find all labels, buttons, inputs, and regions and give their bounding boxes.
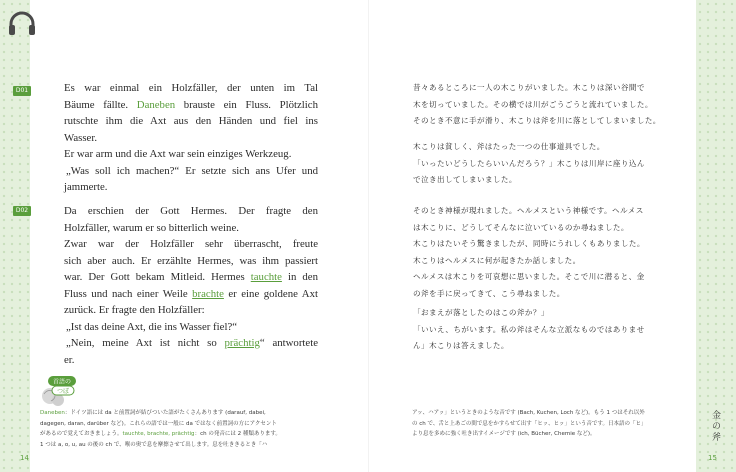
grammar-tip-label-2: つぼ [56, 387, 70, 395]
japanese-paragraph-1 [413, 80, 661, 130]
page-gutter [368, 0, 369, 472]
text-line: Holzfäller, warum er so bitterlich weine. [64, 221, 239, 234]
audio-track-badge-d01[interactable]: D01 [13, 86, 31, 96]
note-line: 1 つは a, o, u, au の後の ch で、喉の奥で息を摩擦させて出します。息を吐ききるとき「ハ [40, 441, 268, 448]
text-line: Er war arm und die Axt war sein einziges Werkzeug. [64, 148, 292, 160]
text-line: そのとき神様が現れました。ヘルメスという神様です。ヘルメス [413, 206, 644, 215]
text-line: zurück. Er fragte den Holzfäller: [64, 304, 205, 316]
text-line: は木こりに、どうしてそんなに泣いているのか尋ねました。 [413, 222, 629, 232]
note-term: tauchte, brachte, prächtig [122, 431, 195, 438]
german-paragraph-2 [64, 203, 318, 368]
text-line: rutschte ihm die Axt aus den Händen und fiel ins [64, 115, 318, 127]
note-line: より息を多めに強く吐き出すイメージです (ich, Bücher, Chemie など)。 [412, 431, 596, 438]
left-margin-strip [0, 0, 30, 472]
text-line: jammerte. [64, 181, 108, 193]
text-line: war. Der Gott bekam Mitleid. Hermes tauchte in den [64, 271, 318, 283]
text-line: Es war einmal ein Holzfäller, der unten im Tal [64, 82, 318, 94]
german-paragraph-1 [64, 80, 318, 196]
text-line: er. [64, 353, 75, 366]
text-line: Bäume fällte. Daneben brauste ein Fluss. Plötzlich [64, 98, 318, 111]
grammar-note-right [412, 408, 682, 440]
page-number-right: 15 [708, 454, 717, 462]
text-line: 昔々あるところに一人の木こりがいました。木こりは深い谷間で [413, 83, 645, 92]
grammar-tip-icon [38, 374, 80, 408]
right-margin-strip [696, 0, 736, 472]
text-line: Fluss und nach einer Weile brachte er eine goldene Axt [64, 287, 319, 300]
highlighted-word: brachte [192, 287, 224, 300]
page-number-left: 14 [20, 454, 29, 462]
headphones-icon [7, 10, 37, 36]
text-line: 木こりは貧しく、斧はたった一つの仕事道具でした。 [413, 142, 605, 151]
highlighted-word: tauchte [250, 271, 282, 283]
note-line: があるので覚えておきましょう。tauchte, brachte, prächtig：ch の発音には 2 種類あります。 [40, 431, 281, 438]
text-line: で泣き出してしまいました。 [413, 175, 517, 185]
note-line: の ch で、舌と上あごの間で息をかすらせて出す「ヒッ、ヒッ」という音です。日本語の「ヒ」 [412, 420, 647, 427]
japanese-paragraph-2 [413, 139, 653, 189]
japanese-paragraph-3 [413, 203, 653, 303]
text-line: ヘルメスは木こりを可哀想に思いました。そこで川に潜ると、金 [413, 272, 645, 282]
note-term: Daneben [40, 410, 65, 416]
text-line: „Nein, meine Axt ist nicht so prächtig“ antwortete [66, 337, 319, 349]
text-line: 木を切っていました。その横では川がごうごうと流れていました。 [413, 99, 653, 109]
text-line: „Ist das deine Axt, die ins Wasser fiel?“ [66, 320, 238, 333]
text-line: „Was soll ich machen?“ Er setzte sich ans Ufer und [66, 164, 318, 177]
audio-track-badge-d02[interactable]: D02 [13, 206, 31, 216]
text-line: Wasser. [64, 131, 98, 144]
text-line: Da erschien der Gott Hermes. Der fragte den [64, 205, 318, 217]
text-line: sich aber auch. Er erzählte Hermes, was ihm passiert [64, 254, 318, 267]
text-line: 木こりはたいそう驚きましたが、同時にうれしくもありました。 [413, 239, 645, 249]
text-line: 「いったいどうしたらいいんだろう？」木こりは川岸に座り込ん [413, 158, 645, 168]
japanese-paragraph-4 [413, 305, 653, 355]
highlighted-word: Daneben [136, 98, 176, 111]
grammar-note-left [40, 408, 345, 450]
chapter-side-title: 金の斧 [710, 410, 720, 443]
note-line: アッ、ハアッ」というときのような音です (Bach, Kuchen, Loch など)。もう 1 つはそれ以外 [412, 410, 645, 416]
note-line: dagegen, daran, darüber など)。これらの語では一般に da ではなく前置詞の方にアクセント [40, 420, 277, 427]
note-line: Daneben：ドイツ語には da と前置詞が結びついた語がたくさんあります (darauf, dabei, [40, 410, 266, 416]
text-line: ん」木こりは答えました。 [413, 341, 509, 351]
text-line: Zwar war der Holzfäller sehr überrascht, freute [64, 238, 318, 250]
text-line: 「いいえ、ちがいます。私の斧はそんな立派なものではありませ [413, 324, 645, 334]
text-line: 木こりはヘルメスに何が起きたか話しました。 [413, 255, 581, 265]
text-line: の斧を手に戻ってきて、こう尋ねました。 [413, 288, 565, 298]
text-line: そのとき不意に手が滑り、木こりは斧を川に落としてしまいました。 [413, 116, 661, 126]
text-line: 「おまえが落としたのはこの斧か？」 [413, 308, 549, 317]
grammar-tip-label-1: 首語の [52, 378, 72, 386]
highlighted-word: prächtig [224, 337, 260, 349]
